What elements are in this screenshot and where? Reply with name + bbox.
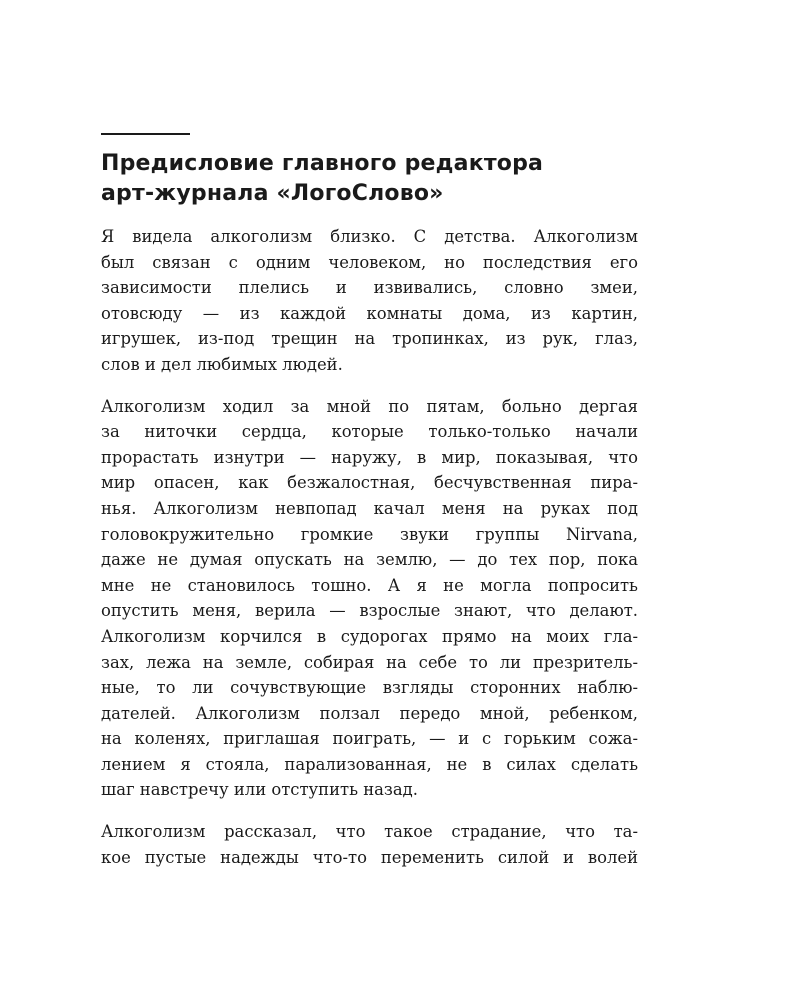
text-line: прорастать изнутри — наружу, в мир, показывая, что — [101, 447, 638, 467]
paragraph-2 — [101, 394, 638, 804]
paragraph-3 — [101, 819, 638, 870]
text-line: опустить меня, верила — взрослые знают, что делают. — [101, 601, 638, 621]
text-line: Алкоголизм рассказал, что такое страдание, что та- — [101, 822, 638, 842]
text-line: дателей. Алкоголизм ползал передо мной, ребенком, — [101, 703, 638, 723]
text-line: игрушек, из-под трещин на тропинках, из рук, глаз, — [101, 329, 638, 349]
chapter-heading — [101, 149, 661, 209]
text-line: зависимости плелись и извивались, словно змеи, — [101, 278, 638, 298]
heading-line: арт-журнала «ЛогоСлово» — [101, 181, 444, 206]
text-line: лением я стояла, парализованная, не в силах сделать — [101, 754, 638, 774]
text-line: был связан с одним человеком, но последствия его — [101, 252, 638, 272]
text-line: головокружительно громкие звуки группы Nirvana, — [101, 524, 638, 544]
text-line: кое пустые надежды что-то переменить силой и волей — [101, 847, 638, 867]
paragraph-1 — [101, 224, 638, 378]
text-line: нья. Алкоголизм невпопад качал меня на руках под — [101, 498, 638, 518]
text-line: мне не становилось тошно. А я не могла попросить — [101, 575, 638, 595]
text-line: Алкоголизм ходил за мной по пятам, больно дергая — [101, 396, 638, 416]
heading-line: Предисловие главного редактора — [101, 151, 544, 176]
heading-rule — [101, 133, 190, 135]
text-line: зах, лежа на земле, собирая на себе то ли презритель- — [101, 652, 638, 672]
text-line: ные, то ли сочувствующие взгляды сторонних наблю- — [101, 678, 638, 698]
body-text — [101, 224, 638, 886]
text-line: за ниточки сердца, которые только-только начали — [101, 422, 638, 442]
text-line: на коленях, приглашая поиграть, — и с горьким сожа- — [101, 729, 638, 749]
text-line: отовсюду — из каждой комнаты дома, из картин, — [101, 303, 638, 323]
text-line: шаг навстречу или отступить назад. — [101, 780, 418, 800]
text-line: даже не думая опускать на землю, — до тех пор, пока — [101, 550, 638, 570]
text-line: Алкоголизм корчился в судорогах прямо на моих гла- — [101, 626, 638, 646]
text-line: слов и дел любимых людей. — [101, 354, 343, 374]
text-line: Я видела алкоголизм близко. С детства. Алкоголизм — [101, 227, 638, 246]
text-line: мир опасен, как безжалостная, бесчувственная пира- — [101, 473, 638, 493]
